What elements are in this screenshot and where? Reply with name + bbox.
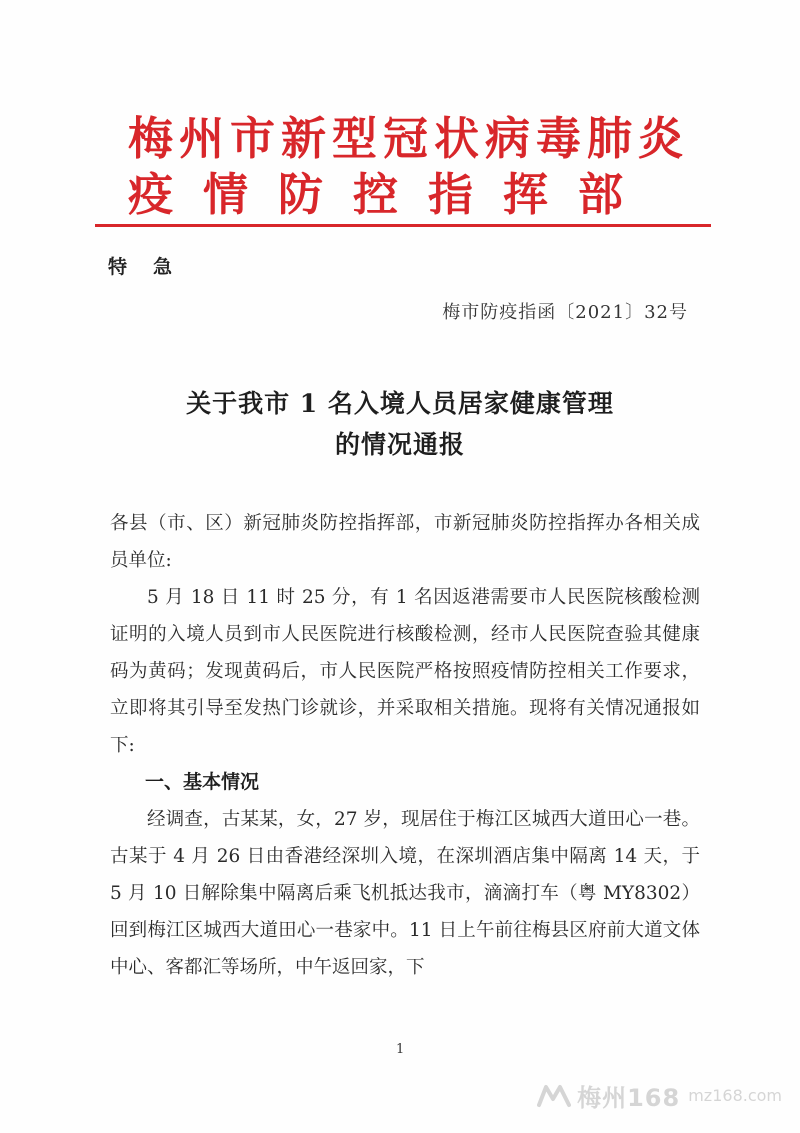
section-heading-basic-info: 一、基本情况 [145, 771, 260, 793]
watermark-text: 梅州168 [577, 1084, 681, 1112]
intro-paragraph: 5 月 18 日 11 时 25 分，有 1 名因返港需要市人民医院核酸检测证明的入境人员到市人民医院进行核酸检测，经市人民医院查验其健康码为黄码；发现黄码后，市人民医院严格按照疫情防控相关工作要求，立即将其引导至发热门诊就诊，并采取相关措施。现将有关情况通报如下: [110, 587, 700, 756]
red-divider-line [95, 224, 711, 227]
mz168-logo-icon [537, 1083, 571, 1109]
document-title-line1: 关于我市 1 名入境人员居家健康管理 [186, 389, 614, 418]
issuer-header-line2: 疫情防控指挥部 [128, 168, 654, 221]
document-number: 梅市防疫指函〔2021〕32号 [442, 302, 688, 323]
basic-info-paragraph: 经调查，古某某，女，27 岁，现居住于梅江区城西大道田心一巷。古某于 4 月 26 日由香港经深圳入境，在深圳酒店集中隔离 14 天，于 5 月 10 日解除集中隔离后乘飞机抵达我市，滴滴打车（粤 MY8302）回到梅江区城西大道田心一巷家中。11 日上午前往梅县区府前大道文体中心、客都汇等场所，中午返回家，下 [110, 809, 700, 978]
watermark-domain: mz168.com [688, 1086, 782, 1105]
page-number: 1 [396, 1042, 405, 1057]
document-title-line2: 的情况通报 [334, 430, 465, 459]
issuer-header-line1: 梅州市新型冠状病毒肺炎 [128, 112, 690, 165]
site-watermark [537, 1078, 782, 1113]
urgency-label: 特急 [108, 256, 199, 278]
recipients-paragraph: 各县（市、区）新冠肺炎防控指挥部，市新冠肺炎防控指挥办各相关成员单位: [110, 513, 700, 571]
